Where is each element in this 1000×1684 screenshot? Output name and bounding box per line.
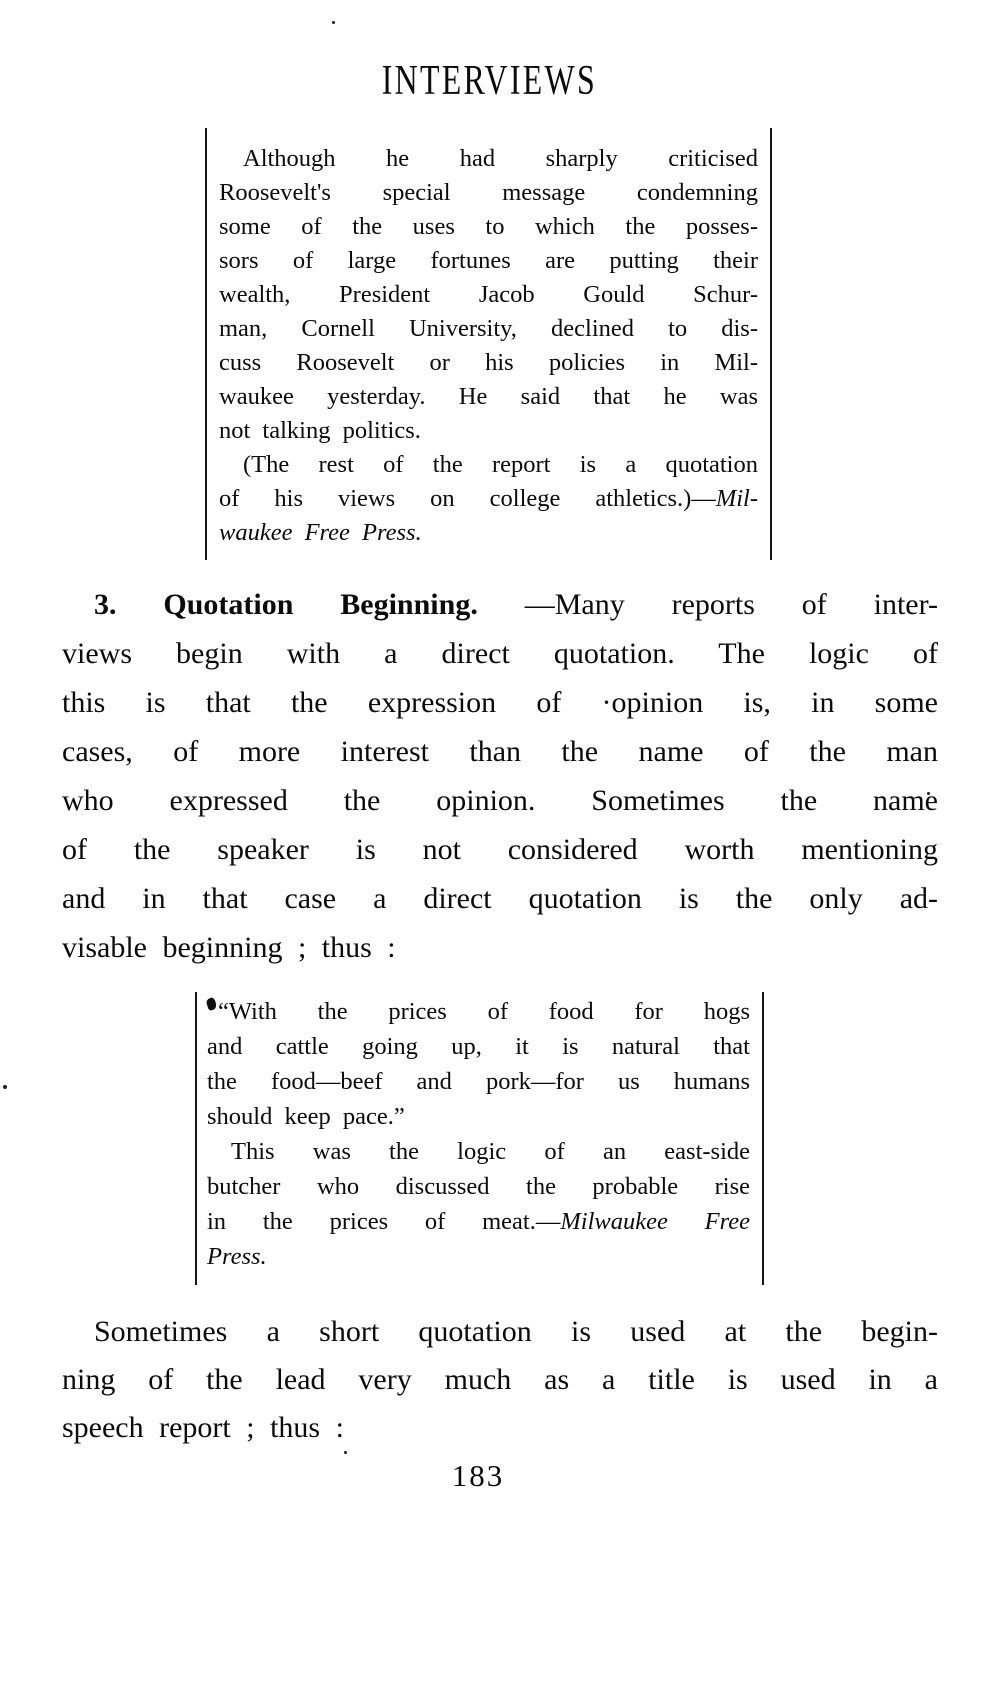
text-segment: some of the uses to which the posses- [219,213,758,240]
text-segment: ning of the lead very much as a title is used in a [62,1363,938,1396]
text-line [219,516,758,550]
text-segment: and in that case a direct quotation is the only ad- [62,882,938,915]
text-line [219,448,758,482]
text-line [219,312,758,346]
paragraph-short-quotation [62,1308,938,1452]
text-line [219,244,758,278]
text-line [62,1308,938,1356]
text-segment: views begin with a direct quotation. The logic of [62,637,938,670]
text-segment: sors of large fortunes are putting their [219,247,758,274]
text-segment: speech report ; thus : [62,1411,344,1444]
text-line [62,874,938,923]
text-line [62,825,938,874]
text-segment: who expressed the opinion. Sometimes the name [62,784,938,817]
text-line [207,994,750,1029]
text-segment: This was the logic of an east-side [231,1138,750,1165]
text-line [219,414,758,448]
text-line [62,727,938,776]
text-segment: of his views on college athletics.)— [219,485,716,512]
scan-speck [3,1085,7,1089]
text-line [62,1404,938,1452]
text-line [219,278,758,312]
text-segment: this is that the expression of ·opinion is, in some [62,686,938,719]
text-segment: wealth, President Jacob Gould Schur- [219,281,758,308]
scan-speck [332,21,335,24]
page-number: 183 [451,1458,505,1493]
text-line [207,1099,750,1134]
text-line [62,580,938,629]
source-citation: Milwaukee Free [560,1208,750,1235]
text-line [219,210,758,244]
text-line [219,176,758,210]
text-line [207,1029,750,1064]
text-line [219,346,758,380]
text-segment: (The rest of the report is a quotation [243,451,758,478]
text-segment: “With the prices of food for hogs [218,998,750,1025]
text-segment: Although he had sharply criticised [243,145,758,172]
text-segment: and cattle going up, it is natural that [207,1033,750,1060]
text-segment: not talking politics. [219,417,421,444]
text-segment: should keep pace.” [207,1103,405,1130]
text-line [207,1239,750,1274]
text-segment: —Many reports of inter- [477,588,938,621]
text-segment: cuss Roosevelt or his policies in Mil- [219,349,758,376]
text-segment: 3. Quotation Beginning. [94,588,478,621]
text-segment: Sometimes a short quotation is used at the begin- [94,1315,938,1348]
text-segment: waukee yesterday. He said that he was [219,383,758,410]
text-segment: Roosevelt's special message condemning [219,179,758,206]
source-citation: Press. [207,1243,267,1270]
source-citation: Mil- [715,485,758,512]
paragraph-quotation-beginning [62,580,938,972]
source-citation: waukee Free Press. [219,519,422,546]
text-segment: of the speaker is not considered worth mentioning [62,833,938,866]
text-segment: the food—beef and pork—for us humans [207,1068,750,1095]
text-line [62,1356,938,1404]
text-line [219,380,758,414]
page-title: INTERVIEWS [381,58,597,104]
text-segment: cases, of more interest than the name of the man [62,735,938,768]
blockquote-schurman-interview [205,128,772,560]
text-segment: in the prices of meat.— [207,1208,561,1235]
text-line [207,1064,750,1099]
text-line [62,678,938,727]
text-segment: visable beginning ; thus : [62,931,396,964]
ink-blot-mark [205,997,217,1011]
text-line [207,1169,750,1204]
text-line [207,1204,750,1239]
text-line [62,923,938,972]
text-line [219,482,758,516]
text-segment: butcher who discussed the probable rise [207,1173,750,1200]
text-segment: man, Cornell University, declined to dis- [219,315,758,342]
blockquote-butcher-quote [195,992,764,1285]
text-line [207,1134,750,1169]
text-line [62,629,938,678]
text-line [219,142,758,176]
text-line [62,776,938,825]
